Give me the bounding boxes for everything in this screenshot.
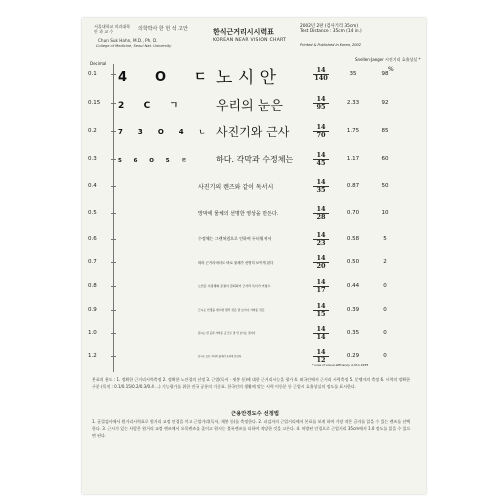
- dist-line1: 2002년 2판 (검사거리 35cm): [300, 24, 359, 29]
- row-percent: 0: [383, 307, 387, 313]
- fraction-denominator: 28: [316, 212, 326, 221]
- row-m-value: 0.70: [346, 210, 360, 216]
- row-snellen-fraction: [313, 206, 329, 220]
- chart-title-ko: 한식근거리시시력표: [213, 28, 274, 36]
- row-korean-text: 하다. 각막과 수정체는: [216, 154, 294, 164]
- row-tick: [111, 159, 116, 160]
- usage-text: 본표의 용도 : 1. 정확한 근거리시력측정 2. 정확한 노안경의 선정 3. 근업(독서 · 재봉 등)에 대한 근거리시능을 평가 4. 외국인에서 근거리 시력측정 5. 문맹자의 측정 6. 시력의 정확한 구분 (목적 : 0.1/0.15/0.2/0.3/0.4 ...) 기능평가를 위한 전국 공통의 기준표. 한국인의 생활에 맞는 시력 이등분 등 근업시 효율상실의 정도를 표시한다.: [92, 377, 410, 389]
- row-korean-text: 수정체는 그렌쳐럼으로 인하여 두터워져서: [198, 236, 272, 242]
- row-tick: [111, 310, 116, 311]
- row-tick: [111, 239, 116, 240]
- fraction-denominator: 17: [316, 285, 326, 294]
- row-snellen-fraction: [313, 255, 329, 269]
- row-tick: [111, 356, 116, 357]
- row-percent: 50: [381, 183, 389, 189]
- row-snellen-fraction: [313, 96, 329, 110]
- row-decimal: 0.2: [88, 128, 97, 134]
- row-snellen-fraction: [313, 349, 329, 363]
- row-snellen-fraction: [313, 303, 329, 317]
- row-m-value: 0.50: [346, 259, 360, 265]
- fraction-numerator: 14: [313, 232, 329, 240]
- fraction-denominator: 140: [314, 73, 328, 82]
- row-snellen-fraction: [313, 67, 329, 81]
- fraction-numerator: 14: [313, 206, 329, 214]
- fraction-denominator: 45: [316, 158, 326, 167]
- row-korean-text: 노 시 안: [216, 67, 277, 88]
- row-m-value: 1.17: [346, 156, 360, 162]
- row-percent: 0: [383, 330, 387, 336]
- row-m-value: 0.44: [346, 283, 360, 289]
- row-tick: [111, 213, 116, 214]
- row-decimal: 0.3: [88, 156, 97, 162]
- row-percent: 98: [381, 71, 389, 77]
- decimal-header: Decimal: [90, 61, 107, 66]
- fraction-numerator: 14: [313, 67, 329, 75]
- row-korean-text: 우리의 눈은: [216, 98, 283, 114]
- row-korean-text: 원시는 먼 곳과 가까운 곳 모두 잘 안 보이는 것이다: [198, 332, 256, 336]
- row-korean-text: 난시는 모든 거리의 물체가 흐리게 보인다: [198, 355, 242, 359]
- dist-line2: Test Distance : 35cm (14 in.): [300, 29, 362, 34]
- row-m-value: 0.39: [346, 307, 360, 313]
- row-decimal: 0.6: [88, 236, 97, 242]
- row-percent: 2: [383, 259, 387, 265]
- method-text: 1. 굴절검사에서 원거리시력표로 원거리 교정 안경을 끼고 근업거리(독서, 재봉 등)를 측정한다. 2. 피검자의 근업거리에서 본표를 보게 하여 가장 작은 글자를 읽을 수 있는 렌즈를 선택한다. 3. 근시가 있는 사람은 원거리 교정 렌즈에서 오목렌즈를 줄이고 원시는 볼록렌즈를 더하여 적당한 것을 고른다. 4. 처방된 안경으로 근업거리 35cm에서 1.0 정도를 읽을 수 있으면 된다.: [92, 419, 411, 438]
- row-m-value: 2.33: [346, 100, 360, 106]
- fraction-numerator: 14: [313, 279, 329, 287]
- row-decimal: 0.7: [88, 259, 97, 265]
- row-snellen-fraction: [313, 326, 329, 340]
- fraction-denominator: 14: [316, 332, 326, 341]
- fraction-numerator: 14: [313, 124, 329, 132]
- row-decimal: 0.8: [88, 283, 97, 289]
- row-decimal: 1.0: [88, 330, 97, 336]
- row-m-value: 0.29: [346, 353, 360, 359]
- row-snellen-fraction: [313, 232, 329, 246]
- row-decimal: 0.15: [88, 100, 101, 106]
- row-tick: [111, 286, 116, 287]
- row-tick: [111, 333, 116, 334]
- author-en: Chun Suk Hahn, M.D., Ph. D.: [98, 38, 158, 43]
- row-percent: 0: [383, 283, 387, 289]
- published-line: Printed & Published in Korea, 2002: [300, 43, 361, 47]
- row-decimal: 1.2: [88, 353, 97, 359]
- fraction-numerator: 14: [313, 96, 329, 104]
- footnote: * Loss of visual efficiency A.M.A 1955: [312, 363, 369, 367]
- fraction-numerator: 14: [313, 349, 329, 357]
- row-m-value: 1.75: [346, 128, 360, 134]
- fraction-numerator: 14: [313, 179, 329, 187]
- method-subtitle: 근용안경도수 선정법: [231, 411, 279, 417]
- row-korean-text: 사진기의 렌즈와 같이 독서시: [198, 184, 274, 192]
- row-decimal: 0.9: [88, 307, 97, 313]
- fraction-denominator: 15: [316, 309, 326, 318]
- fraction-denominator: 70: [316, 130, 326, 139]
- row-korean-text: 사진기와 근사: [216, 125, 290, 140]
- fraction-numerator: 14: [313, 255, 329, 263]
- college-en: College of Medicine, Seoul Nat. University: [96, 44, 172, 48]
- row-korean-text: 근시는 안경을 벗으면 멀리 것은 잘 보이나 가까운 것은: [198, 308, 265, 313]
- institution-line2: 안 과 교 수: [94, 29, 114, 34]
- fraction-numerator: 14: [313, 326, 329, 334]
- row-percent: 85: [381, 128, 389, 134]
- fraction-denominator: 35: [316, 185, 326, 194]
- row-m-value: 0.35: [346, 330, 360, 336]
- row-m-value: 0.58: [346, 236, 360, 242]
- percent-header: %: [388, 66, 394, 73]
- author-title: 의학박사 한 헌 석 고안: [138, 26, 188, 32]
- row-percent: 10: [381, 210, 389, 216]
- row-snellen-fraction: [313, 152, 329, 166]
- fraction-denominator: 20: [316, 261, 326, 270]
- decimal-axis-line: [113, 64, 114, 372]
- row-m-value: 0.87: [346, 183, 360, 189]
- row-symbols: 5 6 O 5 ㄹ: [118, 157, 192, 164]
- fraction-numerator: 14: [313, 152, 329, 160]
- fraction-denominator: 23: [316, 238, 326, 247]
- row-decimal: 0.4: [88, 183, 97, 189]
- row-symbols: 7 3 O 4 ㄴ: [118, 127, 212, 136]
- row-decimal: 0.1: [88, 71, 97, 77]
- row-snellen-fraction: [313, 124, 329, 138]
- institution-line1: 서울대학교 의과대학: [94, 24, 131, 29]
- row-korean-text: 따라 근거리에서도 바로 물체가 선명히 보이게 된다: [198, 260, 274, 265]
- snellen-jaeger-header: Snellen·Jaeger 시진기리 효율상실 *: [355, 57, 421, 62]
- row-tick: [111, 186, 116, 187]
- fraction-denominator: 95: [316, 102, 326, 111]
- header-institution: [94, 24, 130, 34]
- row-percent: 5: [383, 236, 387, 242]
- row-tick: [111, 74, 116, 75]
- row-symbols: 2 C ㄱ: [118, 100, 187, 111]
- row-decimal: 0.5: [88, 210, 97, 216]
- row-tick: [111, 131, 116, 132]
- fraction-numerator: 14: [313, 303, 329, 311]
- row-percent: 60: [381, 156, 389, 162]
- row-percent: 0: [383, 353, 387, 359]
- test-distance: [300, 24, 362, 34]
- chart-title-en: KOREAN NEAR VISION CHART: [213, 38, 287, 43]
- row-snellen-fraction: [313, 279, 329, 293]
- row-tick: [111, 262, 116, 263]
- row-percent: 92: [381, 100, 389, 106]
- row-m-value: 35: [349, 71, 357, 77]
- row-symbols: 4 O ㄷ: [118, 70, 219, 86]
- row-korean-text: 노안은 수정체의 조절이 감퇴되어 근거리 독서가 어렵고: [198, 284, 271, 289]
- row-tick: [111, 103, 116, 104]
- row-snellen-fraction: [313, 179, 329, 193]
- row-korean-text: 망막에 물체의 선명한 영상을 만든다.: [198, 210, 279, 217]
- fraction-denominator: 12: [316, 355, 326, 364]
